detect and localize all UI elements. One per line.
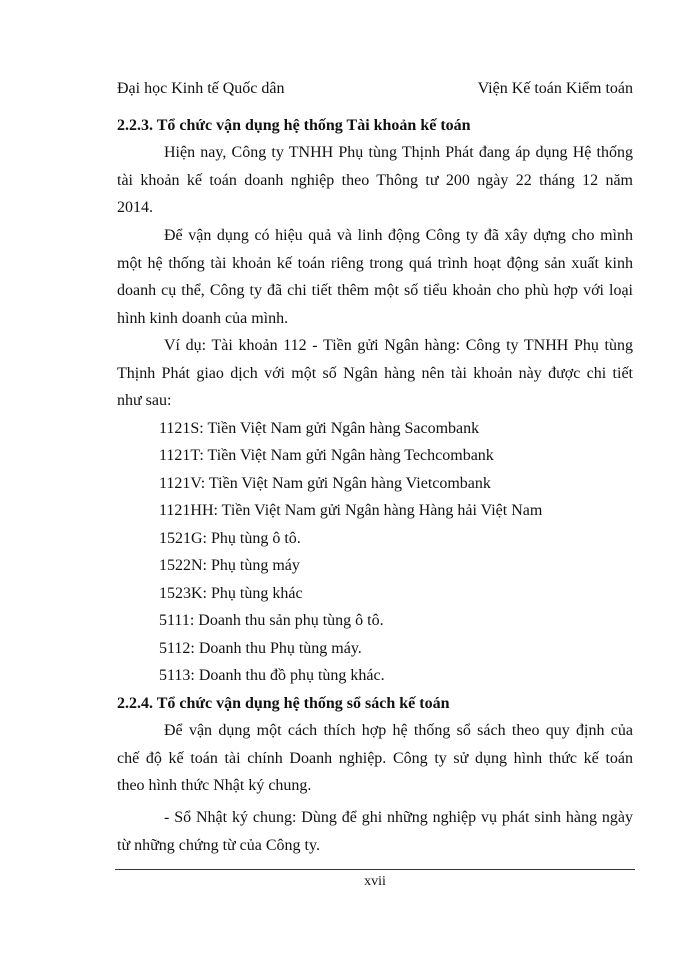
account-item: 1121S: Tiền Việt Nam gửi Ngân hàng Sacombank (159, 420, 480, 437)
paragraph-line: hình kinh doanh của mình. (117, 310, 289, 327)
account-item: 5111: Doanh thu sản phụ tùng ô tô. (159, 612, 384, 629)
paragraph-line: 2014. (117, 199, 153, 216)
paragraph-line: Để vận dụng có hiệu quả và linh động Công ty đã xây dựng cho mình (164, 227, 633, 244)
account-item: 1121V: Tiền Việt Nam gửi Ngân hàng Vietcombank (159, 475, 491, 492)
paragraph-line: - Sổ Nhật ký chung: Dùng để ghi những nghiệp vụ phát sinh hàng ngày (164, 809, 633, 826)
paragraph-line: từ những chứng từ của Công ty. (117, 837, 320, 854)
account-item: 5112: Doanh thu Phụ tùng máy. (159, 640, 362, 657)
paragraph-line: Hiện nay, Công ty TNHH Phụ tùng Thịnh Phát đang áp dụng Hệ thống (164, 144, 633, 161)
account-item: 1522N: Phụ tùng máy (159, 557, 300, 574)
paragraph-line: Thịnh Phát giao dịch với một số Ngân hàng nên tài khoản này được chi tiết (117, 365, 633, 382)
paragraph-line: tài khoản kế toán doanh nghiệp theo Thông tư 200 ngày 22 tháng 12 năm (117, 172, 633, 189)
paragraph-line: chế độ kế toán tài chính Doanh nghiệp. Công ty sử dụng hình thức kế toán (117, 750, 633, 767)
account-item: 1523K: Phụ tùng khác (159, 585, 303, 602)
account-item: 1121HH: Tiền Việt Nam gửi Ngân hàng Hàng hải Việt Nam (159, 502, 543, 519)
header-institute: Viện Kế toán Kiểm toán (477, 80, 633, 97)
account-item: 5113: Doanh thu đồ phụ tùng khác. (159, 667, 385, 684)
account-item: 1121T: Tiền Việt Nam gửi Ngân hàng Techcombank (159, 447, 494, 464)
header-university: Đại học Kinh tế Quốc dân (117, 80, 285, 97)
paragraph-line: Để vận dụng một cách thích hợp hệ thống sổ sách theo quy định của (164, 722, 633, 739)
account-item: 1521G: Phụ tùng ô tô. (159, 530, 301, 547)
paragraph-line: như sau: (117, 392, 172, 409)
section-heading-2-2-3: 2.2.3. Tổ chức vận dụng hệ thống Tài khoản kế toán (117, 117, 471, 134)
paragraph-line: một hệ thống tài khoản kế toán riêng trong quá trình hoạt động sản xuất kinh (117, 255, 633, 272)
paragraph-line: theo hình thức Nhật ký chung. (117, 777, 312, 794)
section-heading-2-2-4: 2.2.4. Tổ chức vận dụng hệ thống sổ sách kế toán (117, 695, 450, 712)
paragraph-line: doanh cụ thể, Công ty đã chi tiết thêm một số tiểu khoản cho phù hợp với loại (117, 282, 633, 299)
page-header (117, 80, 633, 102)
footer-divider (115, 869, 635, 870)
page-number: xvii (364, 874, 386, 889)
paragraph-line: Ví dụ: Tài khoản 112 - Tiền gửi Ngân hàng: Công ty TNHH Phụ tùng (164, 337, 633, 354)
